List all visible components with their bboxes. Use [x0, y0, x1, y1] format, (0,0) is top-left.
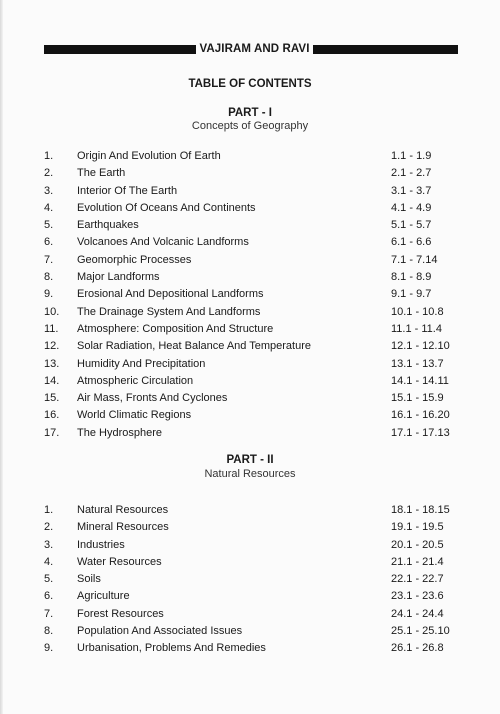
- entry-number: 17.: [44, 426, 60, 439]
- entry-pages: 7.1 - 7.14: [391, 253, 438, 266]
- header-bar-left: [44, 45, 196, 54]
- toc-entry[interactable]: [0, 166, 500, 183]
- toc-entry[interactable]: [0, 624, 500, 641]
- entry-title: Soils: [77, 573, 101, 586]
- entry-pages: 26.1 - 26.8: [391, 642, 444, 655]
- toc-entry[interactable]: [0, 426, 500, 443]
- entry-pages: 24.1 - 24.4: [391, 607, 444, 620]
- entry-number: 8.: [44, 625, 54, 638]
- entry-number: 1.: [44, 150, 54, 162]
- entry-pages: 20.1 - 20.5: [391, 538, 444, 551]
- entry-title: Forest Resources: [77, 607, 164, 620]
- part-2-title: PART - II: [226, 454, 274, 466]
- entry-pages: 10.1 - 10.8: [391, 305, 444, 318]
- entry-pages: 6.1 - 6.6: [391, 236, 432, 249]
- toc-entry[interactable]: [0, 287, 500, 304]
- entry-number: 14.: [44, 374, 60, 387]
- entry-title: Industries: [77, 538, 125, 551]
- entry-title: Interior Of The Earth: [77, 184, 178, 197]
- toc-entry[interactable]: [0, 641, 500, 658]
- part-2-subtitle: Natural Resources: [204, 468, 296, 480]
- toc-entry[interactable]: [0, 520, 500, 537]
- toc-entry[interactable]: [0, 357, 500, 374]
- entry-number: 7.: [44, 253, 54, 266]
- entry-pages: 18.1 - 18.15: [391, 504, 450, 516]
- toc-entry[interactable]: [0, 235, 500, 252]
- entry-pages: 15.1 - 15.9: [391, 392, 444, 405]
- entry-number: 6.: [44, 236, 54, 249]
- entry-pages: 17.1 - 17.13: [391, 426, 450, 439]
- toc-entry[interactable]: [0, 555, 500, 572]
- toc-entry[interactable]: [0, 253, 500, 270]
- toc-title: TABLE OF CONTENTS: [188, 78, 312, 90]
- entry-title: Natural Resources: [77, 504, 169, 516]
- toc-entry[interactable]: [0, 149, 500, 166]
- entry-title: Atmospheric Circulation: [77, 374, 194, 387]
- entry-pages: 1.1 - 1.9: [391, 150, 432, 162]
- entry-number: 15.: [44, 392, 60, 405]
- entry-number: 2.: [44, 167, 54, 180]
- entry-number: 3.: [44, 184, 54, 197]
- entry-pages: 8.1 - 8.9: [391, 271, 432, 284]
- toc-entry[interactable]: [0, 339, 500, 356]
- entry-title: Erosional And Depositional Landforms: [77, 288, 264, 301]
- entry-pages: 9.1 - 9.7: [391, 288, 432, 301]
- entry-title: Population And Associated Issues: [77, 625, 243, 638]
- entry-number: 5.: [44, 573, 54, 586]
- entry-title: Evolution Of Oceans And Continents: [77, 201, 256, 214]
- toc-entry[interactable]: [0, 201, 500, 218]
- entry-pages: 14.1 - 14.11: [391, 374, 449, 387]
- toc-entry[interactable]: [0, 270, 500, 287]
- entry-title: Volcanoes And Volcanic Landforms: [77, 236, 249, 249]
- entry-title: The Drainage System And Landforms: [77, 305, 261, 318]
- entry-number: 9.: [44, 288, 54, 301]
- entry-number: 4.: [44, 201, 54, 214]
- toc-entry[interactable]: [0, 538, 500, 555]
- page-header: [0, 42, 500, 56]
- entry-number: 6.: [44, 590, 54, 603]
- entry-pages: 12.1 - 12.10: [391, 340, 450, 353]
- entry-number: 2.: [44, 521, 54, 534]
- entry-pages: 23.1 - 23.6: [391, 590, 444, 603]
- entry-number: 1.: [44, 504, 54, 516]
- toc-entry[interactable]: [0, 305, 500, 322]
- entry-title: Urbanisation, Problems And Remedies: [77, 642, 266, 655]
- toc-entry[interactable]: [0, 589, 500, 606]
- entry-title: Solar Radiation, Heat Balance And Temperature: [77, 340, 311, 353]
- entry-pages: 16.1 - 16.20: [391, 409, 450, 422]
- entry-number: 11.: [44, 322, 59, 335]
- entry-pages: 13.1 - 13.7: [391, 357, 444, 370]
- entry-title: World Climatic Regions: [77, 409, 192, 422]
- entry-number: 12.: [44, 340, 60, 353]
- toc-entry[interactable]: [0, 408, 500, 425]
- entry-title: The Hydrosphere: [77, 426, 162, 439]
- entry-title: Major Landforms: [77, 271, 160, 284]
- part-1-subtitle: Concepts of Geography: [191, 120, 309, 132]
- entry-pages: 22.1 - 22.7: [391, 573, 444, 586]
- header-bar-right: [313, 45, 458, 54]
- toc-entry[interactable]: [0, 322, 500, 339]
- entry-title: Geomorphic Processes: [77, 253, 192, 266]
- entry-pages: 21.1 - 21.4: [391, 555, 444, 568]
- entry-title: Earthquakes: [77, 219, 139, 232]
- entry-number: 13.: [44, 357, 60, 370]
- entry-title: Agriculture: [77, 590, 130, 603]
- entry-title: Water Resources: [77, 555, 162, 568]
- entry-number: 3.: [44, 538, 54, 551]
- entry-number: 10.: [44, 305, 60, 318]
- part-1-contents: [0, 149, 500, 443]
- entry-title: Air Mass, Fronts And Cyclones: [77, 392, 228, 405]
- part-1-title: PART - I: [228, 107, 272, 119]
- toc-entry[interactable]: [0, 218, 500, 235]
- entry-number: 9.: [44, 642, 54, 655]
- header-title: VAJIRAM AND RAVI: [199, 43, 310, 55]
- entry-pages: 11.1 - 11.4: [391, 322, 442, 335]
- entry-title: Atmosphere: Composition And Structure: [77, 322, 274, 335]
- entry-pages: 2.1 - 2.7: [391, 167, 432, 180]
- toc-entry[interactable]: [0, 374, 500, 391]
- entry-pages: 19.1 - 19.5: [391, 521, 444, 534]
- toc-entry[interactable]: [0, 607, 500, 624]
- entry-title: Mineral Resources: [77, 521, 169, 534]
- entry-pages: 4.1 - 4.9: [391, 201, 432, 214]
- entry-pages: 25.1 - 25.10: [391, 625, 450, 638]
- entry-number: 16.: [44, 409, 60, 422]
- entry-number: 7.: [44, 607, 54, 620]
- entry-title: Origin And Evolution Of Earth: [77, 150, 221, 162]
- entry-number: 8.: [44, 271, 54, 284]
- toc-entry[interactable]: [0, 572, 500, 589]
- toc-entry[interactable]: [0, 503, 500, 520]
- entry-title: The Earth: [77, 167, 126, 180]
- entry-pages: 5.1 - 5.7: [391, 219, 432, 232]
- entry-pages: 3.1 - 3.7: [391, 184, 432, 197]
- entry-number: 4.: [44, 555, 54, 568]
- entry-title: Humidity And Precipitation: [77, 357, 206, 370]
- part-2-contents: [0, 503, 500, 659]
- toc-entry[interactable]: [0, 391, 500, 408]
- toc-entry[interactable]: [0, 184, 500, 201]
- entry-number: 5.: [44, 219, 54, 232]
